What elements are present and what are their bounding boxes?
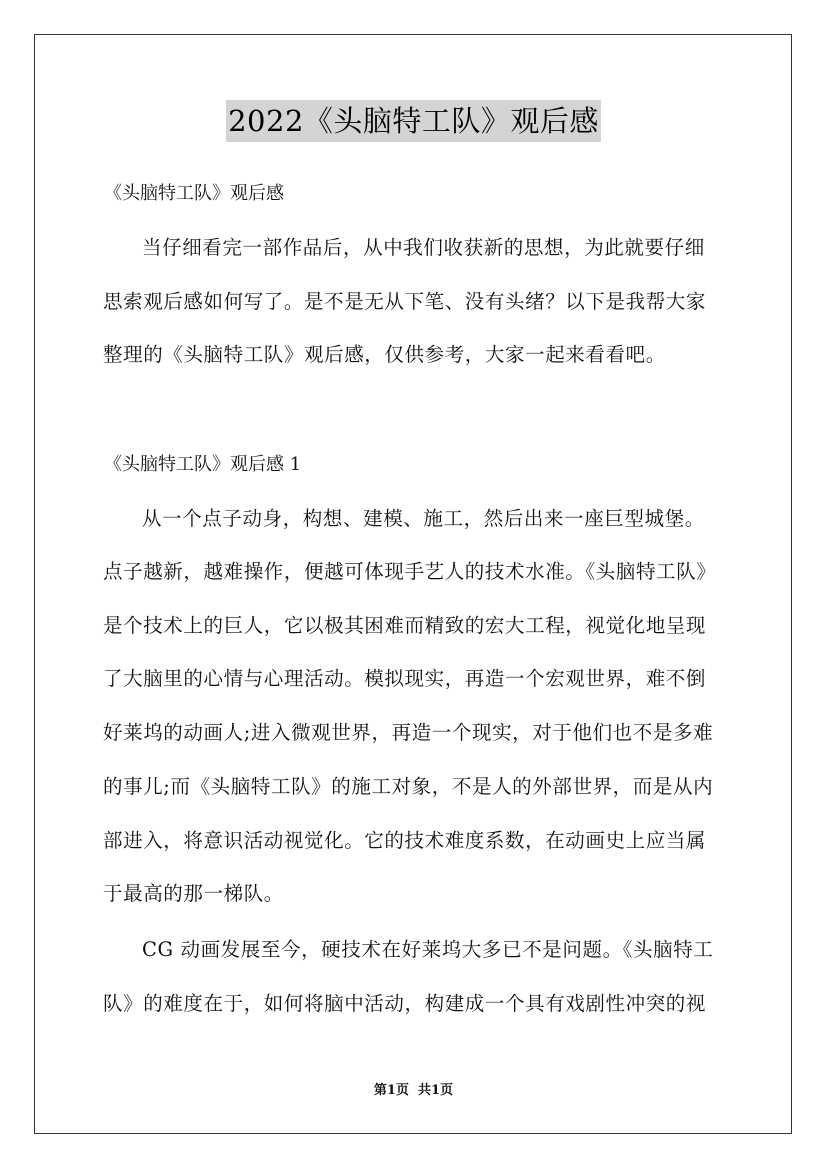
paragraph2-line: 队》的难度在于，如何将脑中活动，构建成一个具有戏剧性冲突的视 (103, 992, 707, 1015)
intro-line: 当仔细看完一部作品后，从中我们收获新的思想，为此就要仔细 (142, 236, 705, 259)
intro-heading: 《头脑特工队》观后感 (104, 183, 284, 204)
paragraph1-line: 了大脑里的心情与心理活动。模拟现实，再造一个宏观世界，难不倒 (103, 667, 707, 690)
section1-heading: 《头脑特工队》观后感 1 (104, 454, 302, 475)
intro-line: 整理的《头脑特工队》观后感，仅供参考，大家一起来看看吧。 (103, 343, 666, 366)
paragraph1-line: 从一个点子动身，构想、建模、施工，然后出来一座巨型城堡。 (142, 507, 705, 530)
paragraph2-line: CG 动画发展至今，硬技术在好莱坞大多已不是问题。《头脑特工 (142, 938, 714, 961)
paragraph1-line: 的事儿;而《头脑特工队》的施工对象，不是人的外部世界，而是从内 (103, 775, 714, 798)
paragraph1-line: 是个技术上的巨人，它以极其困难而精致的宏大工程，视觉化地呈现 (103, 614, 707, 637)
paragraph1-line: 点子越新，越难操作，便越可体现手艺人的技术水准。《头脑特工队》 (103, 560, 717, 583)
paragraph1-line: 好莱坞的动画人;进入微观世界，再造一个现实，对于他们也不是多难 (103, 721, 714, 744)
page-footer: 第1页 共1页 (373, 1083, 454, 1098)
intro-line: 思索观后感如何写了。是不是无从下笔、没有头绪？以下是我帮大家 (103, 290, 707, 313)
paragraph1-line: 于最高的那一梯队。 (103, 882, 284, 905)
title-container (0, 100, 827, 142)
paragraph1-line: 部进入，将意识活动视觉化。它的技术难度系数，在动画史上应当属 (103, 829, 707, 852)
document-title: 2022《头脑特工队》观后感 (226, 100, 601, 142)
